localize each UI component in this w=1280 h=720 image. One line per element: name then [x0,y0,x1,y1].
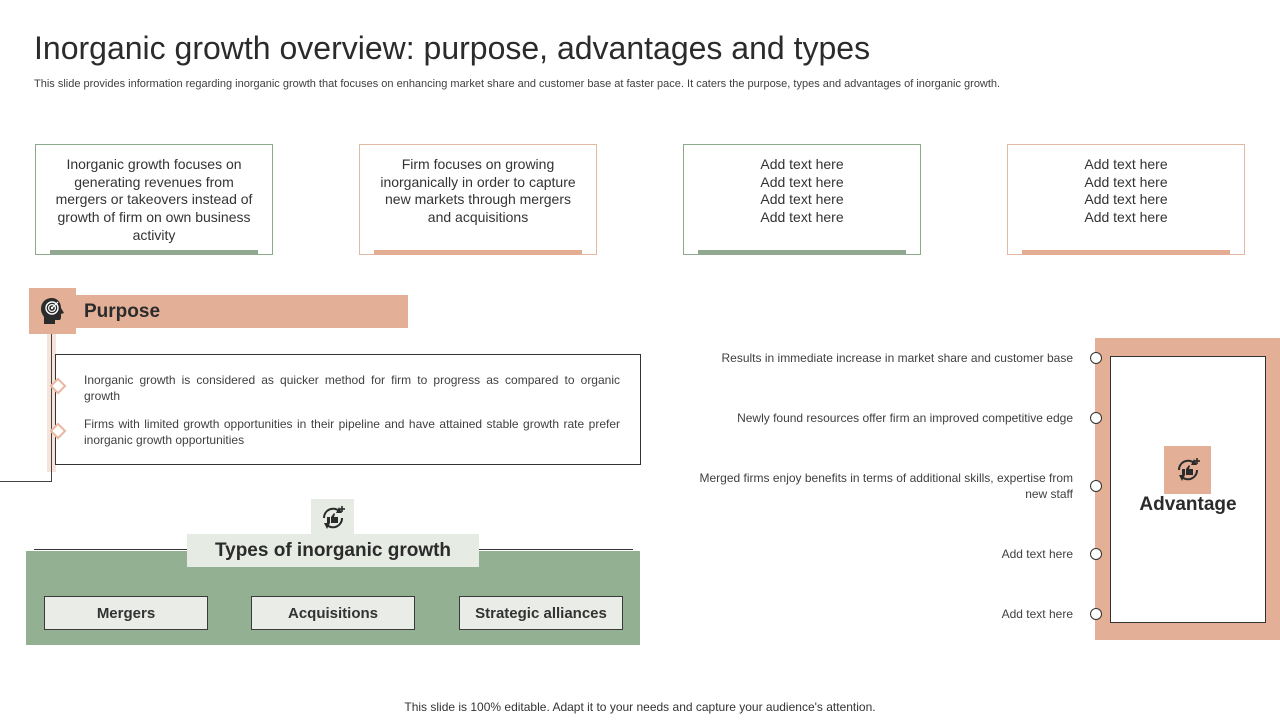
advantage-item: Results in immediate increase in market share and customer base [721,351,1073,365]
purpose-bullet-text: Firms with limited growth opportunities in their pipeline and have attained stable growth rate prefer inorganic growth opportunities [84,417,620,447]
advantage-item: Merged firms enjoy benefits in terms of additional skills, expertise from new staff [699,471,1073,501]
type-strategic-alliances: Strategic alliances [459,596,623,630]
card-accent-bar [374,250,582,255]
types-icon-box [311,499,354,537]
purpose-icon-box [29,288,76,334]
growth-cycle-icon [1173,456,1203,484]
info-card-2 [359,144,597,255]
advantage-icon-box [1164,446,1211,494]
placeholder-line: Add text here [1084,156,1168,172]
info-card-text: Inorganic growth focuses on generating revenues from mergers or takeovers instead of growth of firm on own business activity [55,156,253,243]
bullet-dot-icon [1090,412,1102,424]
slide-title: Inorganic growth overview: purpose, advantages and types [34,30,871,66]
placeholder-line: Add text here [760,156,844,172]
purpose-connector-line [0,481,52,482]
head-target-icon [40,297,66,325]
type-acquisitions: Acquisitions [251,596,415,630]
type-mergers: Mergers [44,596,208,630]
slide-subtitle: This slide provides information regarding inorganic growth that focuses on enhancing market share and customer base at faster pace. It caters the purpose, types and advantages of inorganic growth. [34,78,1001,90]
types-heading: Types of inorganic growth [187,534,479,567]
growth-cycle-icon [318,504,348,532]
slide-footer: This slide is 100% editable. Adapt it to your needs and capture your audience's attention. [404,700,876,714]
card-accent-bar [50,250,258,255]
purpose-heading: Purpose [84,301,161,322]
placeholder-line: Add text here [760,173,844,190]
purpose-content-box [55,354,641,465]
card-accent-bar [698,250,906,255]
info-card-text: Firm focuses on growing inorganically in order to capture new markets through mergers and acquisitions [380,156,576,226]
bullet-dot-icon [1090,608,1102,620]
purpose-bullet-text: Inorganic growth is considered as quicker method for firm to progress as compared to organic growth [84,373,620,403]
purpose-bullet [84,372,620,404]
placeholder-line: Add text here [1084,209,1168,226]
info-card-text [1024,156,1228,227]
purpose-bullet [84,416,620,448]
advantage-item: Newly found resources offer firm an improved competitive edge [737,411,1073,425]
advantage-item: Add text here [1001,547,1073,561]
bullet-dot-icon [1090,548,1102,560]
advantage-heading: Advantage [1139,494,1237,515]
bullet-dot-icon [1090,352,1102,364]
card-accent-bar [1022,250,1230,255]
info-card-3 [683,144,921,255]
placeholder-line: Add text here [1084,191,1168,208]
placeholder-line: Add text here [760,209,844,226]
placeholder-line: Add text here [1084,173,1168,190]
purpose-connector-line [51,334,52,482]
bullet-dot-icon [1090,480,1102,492]
advantage-item: Add text here [1001,607,1073,621]
placeholder-line: Add text here [760,191,844,208]
info-card-4 [1007,144,1245,255]
info-card-1 [35,144,273,255]
info-card-text [700,156,904,227]
